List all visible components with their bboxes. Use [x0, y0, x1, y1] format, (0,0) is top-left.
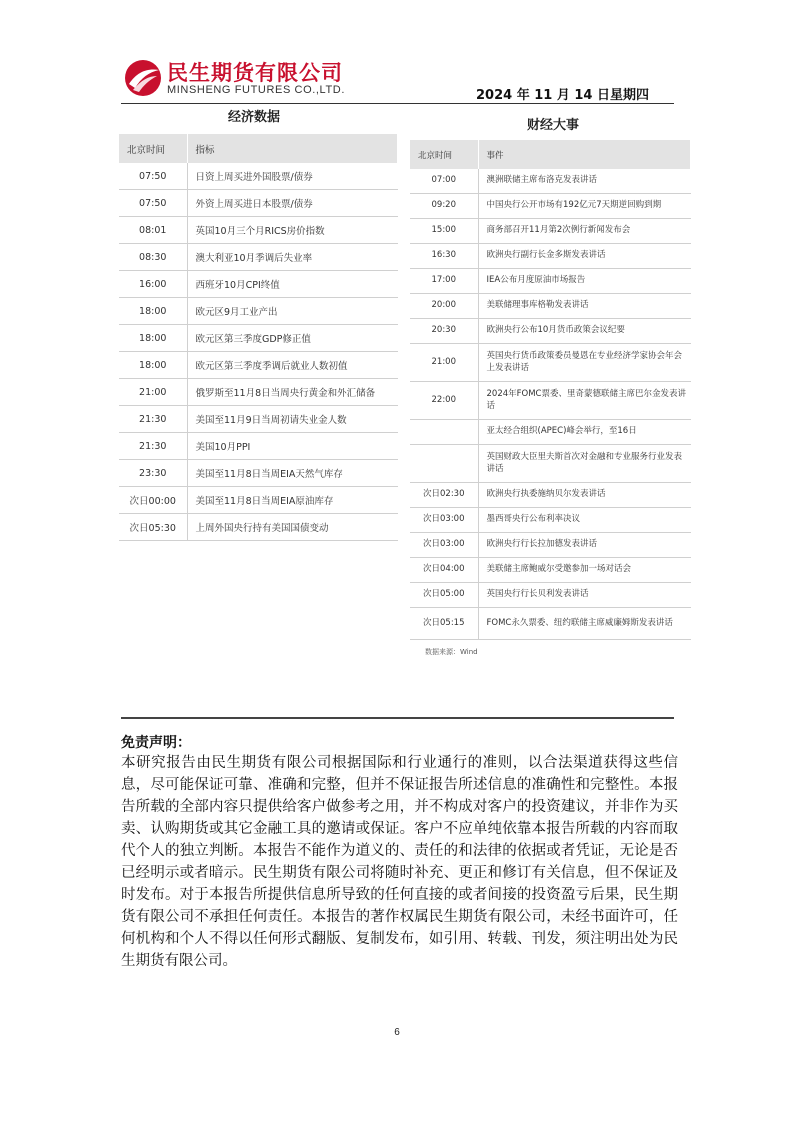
table-row — [410, 294, 691, 319]
row-time: 次日04:00 — [410, 558, 478, 583]
column-header-event: 事件 — [478, 140, 691, 169]
table-row — [119, 352, 398, 379]
table-row — [119, 271, 398, 298]
row-time: 07:50 — [119, 163, 187, 190]
company-name-en: MINSHENG FUTURES CO.,LTD. — [167, 84, 345, 96]
disclaimer-divider — [121, 717, 674, 719]
row-time: 次日02:30 — [410, 483, 478, 508]
row-indicator: 美国10月PPI — [187, 433, 398, 460]
row-time: 次日05:30 — [119, 514, 187, 541]
table-row — [410, 382, 691, 420]
row-time: 次日05:00 — [410, 583, 478, 608]
table-row — [410, 169, 691, 194]
row-event: 美联储主席鲍威尔受邀参加一场对话会 — [478, 558, 691, 583]
table-row — [119, 379, 398, 406]
row-event: 亚太经合组织(APEC)峰会举行，至16日 — [478, 420, 691, 445]
row-time: 18:00 — [119, 352, 187, 379]
row-indicator: 俄罗斯至11月8日当周央行黄金和外汇储备 — [187, 379, 398, 406]
table-row — [119, 190, 398, 217]
row-event: 墨西哥央行公布利率决议 — [478, 508, 691, 533]
row-indicator: 美国至11月8日当周EIA原油库存 — [187, 487, 398, 514]
row-event: FOMC永久票委、纽约联储主席威廉姆斯发表讲话 — [478, 608, 691, 640]
table-row — [119, 433, 398, 460]
row-event: 商务部召开11月第2次例行新闻发布会 — [478, 219, 691, 244]
row-time: 20:00 — [410, 294, 478, 319]
column-header-indicator: 指标 — [187, 134, 398, 163]
row-event: 英国央行货币政策委员曼恩在专业经济学家协会年会上发表讲话 — [478, 344, 691, 382]
table-row — [410, 508, 691, 533]
row-time: 次日05:15 — [410, 608, 478, 640]
row-event: 美联储理事库格勒发表讲话 — [478, 294, 691, 319]
table-header-row — [119, 134, 398, 163]
row-event: 中国央行公开市场有192亿元7天期逆回购到期 — [478, 194, 691, 219]
row-time: 17:00 — [410, 269, 478, 294]
row-time: 07:50 — [119, 190, 187, 217]
row-event: 欧洲央行行长拉加德发表讲话 — [478, 533, 691, 558]
table-row — [119, 298, 398, 325]
table-row — [119, 325, 398, 352]
row-event: 欧洲央行执委施纳贝尔发表讲话 — [478, 483, 691, 508]
economic-data-title: 经济数据 — [228, 110, 281, 125]
financial-events-title: 财经大事 — [527, 118, 580, 133]
row-indicator: 外资上周买进日本股票/债券 — [187, 190, 398, 217]
table-row — [410, 319, 691, 344]
header-divider — [121, 103, 674, 104]
row-event: 欧洲央行副行长金多斯发表讲话 — [478, 244, 691, 269]
table-row — [410, 420, 691, 445]
row-indicator: 欧元区9月工业产出 — [187, 298, 398, 325]
row-time: 07:00 — [410, 169, 478, 194]
table-row — [410, 445, 691, 483]
page-number: 6 — [394, 1027, 400, 1038]
disclaimer-title: 免责声明： — [121, 735, 191, 751]
row-event: IEA公布月度原油市场报告 — [478, 269, 691, 294]
table-row — [410, 194, 691, 219]
row-time: 20:30 — [410, 319, 478, 344]
row-time: 16:30 — [410, 244, 478, 269]
table-row — [410, 244, 691, 269]
table-row — [410, 533, 691, 558]
row-time: 21:30 — [119, 406, 187, 433]
table-row — [410, 558, 691, 583]
row-event: 欧洲央行公布10月货币政策会议纪要 — [478, 319, 691, 344]
table-row — [410, 344, 691, 382]
row-time: 16:00 — [119, 271, 187, 298]
disclaimer-body: 本研究报告由民生期货有限公司根据国际和行业通行的准则，以合法渠道获得这些信息，尽可能保证可靠、准确和完整，但并不保证报告所述信息的准确性和完整性。本报告所载的全部内容只提供给客户做参考之用，并不构成对客户的投资建议，并非作为买卖、认购期货或其它金融工具的邀请或保证。客户不应单纯依靠本报告所载的内容而取代个人的独立判断。本报告不能作为道义的、责任的和法律的依据或者凭证，无论是否已经明示或者暗示。民生期货有限公司将随时补充、更正和修订有关信息，但不保证及时发布。对于本报告所提供信息所导致的任何直接的或者间接的投资盈亏后果，民生期货有限公司不承担任何责任。本报告的著作权属民生期货有限公司，未经书面许可，任何机构和个人不得以任何形式翻版、复制发布，如引用、转载、刊发，须注明出处为民生期货有限公司。 — [121, 755, 678, 969]
row-time — [410, 445, 478, 483]
row-time: 15:00 — [410, 219, 478, 244]
table-header-row — [410, 140, 691, 169]
table-row — [410, 583, 691, 608]
table-row — [410, 483, 691, 508]
row-time: 23:30 — [119, 460, 187, 487]
table-row — [119, 487, 398, 514]
row-indicator: 美国至11月9日当周初请失业金人数 — [187, 406, 398, 433]
row-time: 次日03:00 — [410, 533, 478, 558]
column-header-time: 北京时间 — [119, 134, 187, 163]
table-row — [410, 219, 691, 244]
table-row — [119, 514, 398, 541]
row-indicator: 澳大利亚10月季调后失业率 — [187, 244, 398, 271]
report-date: 2024 年 11 月 14 日星期四 — [476, 88, 649, 103]
row-indicator: 美国至11月8日当周EIA天然气库存 — [187, 460, 398, 487]
row-time — [410, 420, 478, 445]
row-event: 2024年FOMC票委、里奇蒙德联储主席巴尔金发表讲话 — [478, 382, 691, 420]
company-logo — [123, 56, 363, 102]
row-indicator: 日资上周买进外国股票/债券 — [187, 163, 398, 190]
row-time: 次日03:00 — [410, 508, 478, 533]
row-indicator: 欧元区第三季度GDP修正值 — [187, 325, 398, 352]
financial-events-table — [410, 140, 691, 640]
data-source-note: 数据来源：Wind — [425, 648, 478, 656]
table-row — [119, 163, 398, 190]
table-row — [119, 460, 398, 487]
row-time: 22:00 — [410, 382, 478, 420]
row-indicator: 英国10月三个月RICS房价指数 — [187, 217, 398, 244]
row-time: 次日00:00 — [119, 487, 187, 514]
row-event: 英国央行行长贝利发表讲话 — [478, 583, 691, 608]
table-row — [119, 244, 398, 271]
row-event: 澳洲联储主席布洛克发表讲话 — [478, 169, 691, 194]
row-indicator: 欧元区第三季度季调后就业人数初值 — [187, 352, 398, 379]
row-event: 英国财政大臣里夫斯首次对金融和专业服务行业发表讲话 — [478, 445, 691, 483]
row-time: 21:00 — [119, 379, 187, 406]
row-time: 08:01 — [119, 217, 187, 244]
row-time: 21:30 — [119, 433, 187, 460]
row-time: 18:00 — [119, 298, 187, 325]
row-indicator: 上周外国央行持有美国国债变动 — [187, 514, 398, 541]
table-row — [119, 217, 398, 244]
table-row — [410, 269, 691, 294]
row-indicator: 西班牙10月CPI终值 — [187, 271, 398, 298]
economic-data-table — [119, 134, 398, 541]
company-name-cn: 民生期货有限公司 — [167, 61, 343, 85]
row-time: 18:00 — [119, 325, 187, 352]
row-time: 21:00 — [410, 344, 478, 382]
table-row — [119, 406, 398, 433]
table-row — [410, 608, 691, 640]
company-emblem-icon — [123, 58, 163, 98]
column-header-time: 北京时间 — [410, 140, 478, 169]
row-time: 09:20 — [410, 194, 478, 219]
row-time: 08:30 — [119, 244, 187, 271]
